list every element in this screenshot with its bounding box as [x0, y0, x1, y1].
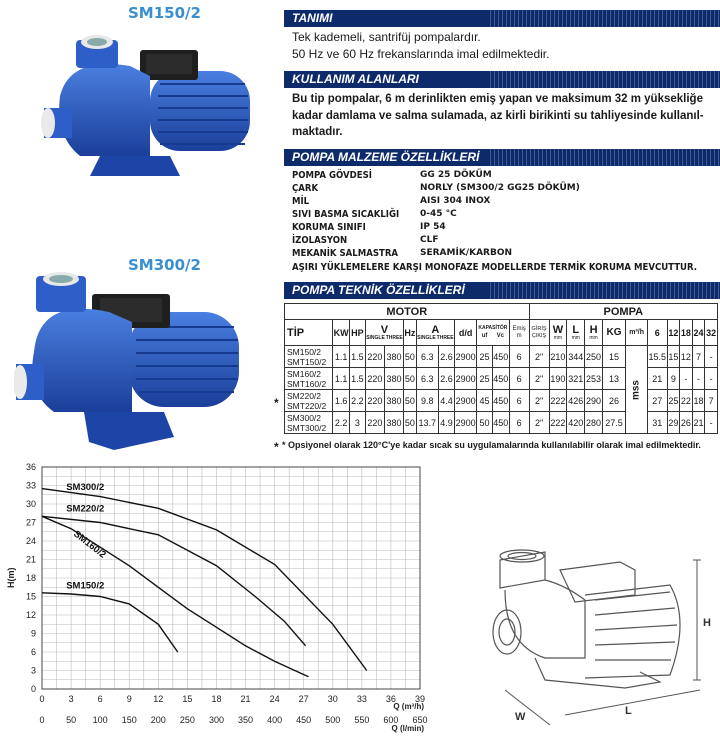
cell-v3: 380 — [384, 390, 403, 412]
y-tick-label: 0 — [30, 684, 36, 694]
cell-q: 22 — [680, 390, 693, 412]
material-value: 0-45 °C — [420, 209, 457, 219]
table-row — [285, 412, 718, 434]
y-tick-label: 30 — [25, 499, 36, 509]
cell-l: 420 — [567, 412, 585, 434]
option-star: * — [274, 396, 279, 410]
cell-kw: 1.1 — [333, 346, 350, 368]
col-m3h: m³/h — [626, 320, 648, 346]
kullanim-line: maktadır. — [292, 126, 343, 138]
cell-a1: 9.8 — [416, 390, 438, 412]
cell-v3: 380 — [384, 412, 403, 434]
kap-uf: uf — [481, 332, 488, 339]
kap-sub — [477, 331, 509, 341]
cell-hz: 50 — [404, 346, 417, 368]
col-hz: Hz — [404, 320, 417, 346]
tip-name: SMT160/2 — [287, 378, 327, 389]
cell-a3: 2.6 — [438, 346, 454, 368]
x-axis-label-m3h: Q (m³/h) — [393, 702, 424, 711]
series-label: SM150/2 — [66, 580, 105, 592]
emis-label: Emiş — [512, 325, 526, 332]
col-kg: KG — [602, 320, 625, 346]
x-tick-label-m3h: 9 — [126, 694, 132, 704]
dim-label-l: L — [625, 705, 632, 717]
cell-hp: 2.2 — [350, 390, 366, 412]
cell-dd: 2900 — [455, 368, 477, 390]
cell-q: - — [680, 368, 693, 390]
col-q6: 6 — [648, 320, 667, 346]
cell-q: - — [705, 368, 718, 390]
kap-vc: Vc — [496, 332, 505, 339]
y-tick-label: 18 — [25, 573, 36, 583]
table-row — [285, 346, 718, 368]
cell-q: 31 — [648, 412, 667, 434]
giris-label: GİRİŞ — [531, 325, 547, 332]
col-q32: 32 — [705, 320, 718, 346]
cell-l: 321 — [567, 368, 585, 390]
table-row — [285, 368, 718, 390]
x-tick-label-m3h: 18 — [211, 694, 222, 704]
cell-v3: 380 — [384, 346, 403, 368]
pompa-header: POMPA — [529, 304, 717, 320]
cell-l: 426 — [567, 390, 585, 412]
series-label: SM300/2 — [66, 481, 105, 493]
cell-emis: 6 — [509, 390, 529, 412]
cell-a1: 6.3 — [416, 368, 438, 390]
cell-a3: 4.4 — [438, 390, 454, 412]
cell-w: 222 — [549, 390, 567, 412]
cell-port: 2" — [529, 390, 549, 412]
tanimi-text — [292, 29, 712, 62]
x-tick-label-lmin: 250 — [179, 715, 195, 725]
y-tick-label: 9 — [30, 628, 36, 639]
model-label-middle: SM300/2 — [128, 256, 201, 274]
cell-hp: 1.5 — [350, 368, 366, 390]
material-value: AISI 304 INOX — [420, 196, 491, 206]
tip-name: SM300/2 — [287, 412, 322, 423]
cikis-label: ÇIKIŞ — [531, 332, 547, 339]
series-label: SM220/2 — [66, 503, 105, 515]
pump-photo-sm150 — [40, 26, 270, 196]
cell-q: 18 — [692, 390, 705, 412]
y-tick-label: 12 — [25, 610, 36, 620]
dim-label-w: W — [515, 711, 526, 723]
table-row — [285, 390, 718, 412]
cell-q: 15.5 — [648, 346, 667, 368]
y-tick-label: 36 — [25, 462, 36, 472]
cell-q: 21 — [692, 412, 705, 434]
y-tick-label: 3 — [30, 665, 36, 676]
row-tip — [285, 368, 333, 390]
cell-q: 15 — [667, 346, 680, 368]
col-kw: KW — [333, 320, 350, 346]
cell-dd: 2900 — [455, 346, 477, 368]
col-tip: TİP — [285, 320, 333, 346]
cell-w: 210 — [549, 346, 567, 368]
kap-label: KAPASİTÖR — [478, 324, 508, 331]
cell-hz: 50 — [404, 390, 417, 412]
footnote: * Opsiyonel olarak 120°C'ye kadar sıcak su uygulamalarında kullanılabilir olarak imal edilmektedir. — [282, 440, 701, 450]
x-tick-label-m3h: 0 — [39, 694, 45, 704]
cell-uf: 25 — [477, 368, 493, 390]
cell-a3: 2.6 — [438, 368, 454, 390]
kullanim-line: kadar damlama ve salma sulamada, az kirli birikinti su tahliyesinde kullanıl- — [292, 109, 704, 122]
cell-v1: 220 — [365, 390, 384, 412]
cell-kg: 15 — [602, 346, 625, 368]
mss-text: mss — [630, 379, 642, 400]
material-key: KORUMA SINIFI — [292, 222, 366, 233]
col-emis — [509, 320, 529, 346]
section-header-malzeme: POMPA MALZEME ÖZELLİKLERİ — [284, 149, 720, 166]
row-tip — [285, 346, 333, 368]
section-header-tanimi: TANIMI — [284, 10, 720, 27]
section-header-kullanim: KULLANIM ALANLARI — [284, 71, 720, 88]
spec-table — [284, 303, 718, 434]
x-tick-label-lmin: 450 — [296, 715, 312, 725]
x-tick-label-m3h: 33 — [356, 694, 367, 704]
x-tick-label-lmin: 50 — [66, 715, 77, 725]
x-tick-label-m3h: 12 — [153, 694, 164, 704]
cell-v3: 380 — [384, 368, 403, 390]
cell-q: 29 — [667, 412, 680, 434]
cell-w: 190 — [549, 368, 567, 390]
cell-kg: 26 — [602, 390, 625, 412]
col-kap — [477, 320, 510, 346]
col-dd: d/d — [455, 320, 477, 346]
spec-table-body — [285, 346, 718, 434]
y-tick-label: 6 — [30, 647, 36, 657]
emis-unit: m — [516, 332, 522, 339]
cell-vc: 450 — [492, 346, 509, 368]
cell-vc: 450 — [492, 390, 509, 412]
material-key: İZOLASYON — [292, 235, 348, 246]
cell-q: 21 — [648, 368, 667, 390]
col-q18: 18 — [680, 320, 693, 346]
cell-h: 290 — [585, 390, 603, 412]
x-tick-label-lmin: 0 — [39, 715, 45, 725]
row-tip — [285, 412, 333, 434]
cell-vc: 450 — [492, 368, 509, 390]
cell-uf: 45 — [477, 390, 493, 412]
material-key: MEKANİK SALMASTRA — [292, 248, 399, 259]
x-tick-label-lmin: 600 — [383, 715, 399, 725]
cell-v1: 220 — [365, 368, 384, 390]
cell-dd: 2900 — [455, 390, 477, 412]
x-tick-label-lmin: 100 — [92, 715, 108, 725]
kullanim-line: Bu tip pompalar, 6 m derinlikten emiş yapan ve maksimum 32 m yüksekliğe — [292, 93, 703, 105]
cell-q: - — [705, 412, 718, 434]
x-tick-label-lmin: 550 — [354, 715, 370, 725]
row-tip — [285, 390, 333, 412]
cell-uf: 50 — [477, 412, 493, 434]
cell-port: 2" — [529, 412, 549, 434]
w-unit: mm — [553, 334, 563, 341]
cell-w: 222 — [549, 412, 567, 434]
cell-port: 2" — [529, 368, 549, 390]
cell-port: 2" — [529, 346, 549, 368]
x-tick-label-m3h: 39 — [414, 694, 426, 704]
col-l — [567, 320, 585, 346]
x-tick-label-m3h: 6 — [97, 694, 103, 704]
x-tick-label-lmin: 400 — [267, 715, 283, 725]
material-key: ÇARK — [292, 183, 319, 194]
cell-hp: 1.5 — [350, 346, 366, 368]
cell-dd: 2900 — [455, 412, 477, 434]
cell-emis: 6 — [509, 368, 529, 390]
thermal-protection-note: AŞIRI YÜKLEMELERE KARŞI MONOFAZE MODELLERDE TERMİK KORUMA MEVCUTTUR. — [292, 262, 697, 273]
dim-label-h: H — [703, 617, 711, 629]
x-tick-label-lmin: 650 — [412, 715, 428, 725]
cell-kw: 1.6 — [333, 390, 350, 412]
x-tick-label-m3h: 27 — [298, 694, 309, 704]
x-axis-label-lmin: Q (l/min) — [391, 724, 424, 733]
cell-v1: 220 — [365, 346, 384, 368]
x-tick-label-m3h: 21 — [240, 694, 251, 704]
cell-uf: 25 — [477, 346, 493, 368]
x-tick-label-m3h: 24 — [269, 694, 280, 704]
col-q24: 24 — [692, 320, 705, 346]
x-tick-label-lmin: 350 — [238, 715, 254, 725]
y-axis-label: H(m) — [6, 567, 16, 588]
pump-photo-sm300 — [14, 272, 254, 452]
cell-h: 280 — [585, 412, 603, 434]
series-label: SM160/2 — [71, 528, 108, 561]
cell-vc: 450 — [492, 412, 509, 434]
h-label: H — [589, 323, 598, 336]
cell-a1: 13.7 — [416, 412, 438, 434]
material-value: IP 54 — [420, 222, 446, 232]
cell-emis: 6 — [509, 412, 529, 434]
col-q12: 12 — [667, 320, 680, 346]
y-tick-label: 33 — [25, 480, 36, 491]
col-v-sub — [366, 335, 403, 341]
cell-kw: 1.1 — [333, 368, 350, 390]
series-line-sm150-2 — [42, 593, 178, 652]
y-tick-label: 15 — [25, 591, 36, 602]
material-value: CLF — [420, 235, 439, 245]
tanimi-line: 50 Hz ve 60 Hz frekanslarında imal edilmektedir. — [292, 46, 550, 61]
cell-q: 25 — [667, 390, 680, 412]
col-w — [549, 320, 567, 346]
cell-q: 12 — [680, 346, 693, 368]
kullanim-text — [292, 91, 712, 141]
tip-name: SMT150/2 — [287, 356, 327, 367]
col-a — [416, 320, 454, 346]
cell-l: 344 — [567, 346, 585, 368]
cell-v1: 220 — [365, 412, 384, 434]
material-value: GG 25 DÖKÜM — [420, 170, 492, 180]
option-star: * — [274, 440, 279, 454]
cell-q: 7 — [705, 390, 718, 412]
cell-q: 7 — [692, 346, 705, 368]
tanimi-line: Tek kademeli, santrifüj pompalardır. — [292, 30, 481, 44]
col-h — [585, 320, 603, 346]
cell-a3: 4.9 — [438, 412, 454, 434]
material-value: SERAMİK/KARBON — [420, 248, 513, 258]
cell-emis: 6 — [509, 346, 529, 368]
v-single-label: SINGLE — [366, 334, 385, 341]
l-unit: mm — [571, 334, 580, 341]
x-tick-label-m3h: 15 — [182, 694, 193, 704]
cell-h: 250 — [585, 346, 603, 368]
tip-name: SM220/2 — [287, 390, 322, 401]
tip-name: SMT220/2 — [287, 400, 327, 411]
dimension-drawing — [475, 540, 720, 740]
h-unit: mm — [589, 334, 598, 341]
motor-header: MOTOR — [285, 304, 530, 320]
cell-a1: 6.3 — [416, 346, 438, 368]
cell-kg: 27.5 — [602, 412, 625, 434]
tip-name: SM160/2 — [287, 368, 322, 379]
cell-q: - — [705, 346, 718, 368]
x-tick-label-m3h: 30 — [327, 694, 338, 704]
a-single-label: SINGLE — [417, 334, 436, 341]
a-three-label: THREE — [436, 334, 454, 341]
tip-name: SMT300/2 — [287, 422, 327, 433]
v-three-label: THREE — [385, 334, 403, 341]
y-tick-label: 27 — [25, 517, 36, 528]
cell-hp: 3 — [350, 412, 366, 434]
cell-h: 253 — [585, 368, 603, 390]
y-tick-label: 24 — [25, 536, 36, 546]
cell-kw: 2.2 — [333, 412, 350, 434]
material-key: MİL — [292, 196, 310, 207]
x-tick-label-m3h: 36 — [385, 694, 396, 704]
cell-hz: 50 — [404, 368, 417, 390]
x-tick-label-lmin: 500 — [325, 715, 341, 725]
cell-q: 9 — [667, 368, 680, 390]
col-giris — [529, 320, 549, 346]
model-label-top: SM150/2 — [128, 4, 201, 22]
w-label: W — [552, 323, 564, 336]
section-header-teknik: POMPA TEKNİK ÖZELLİKLERİ — [284, 282, 720, 299]
mss-label — [626, 346, 648, 434]
material-key: SIVI BASMA SICAKLIĞI — [292, 209, 400, 220]
col-hp: HP — [350, 320, 366, 346]
x-tick-label-lmin: 200 — [150, 715, 166, 725]
y-tick-label: 21 — [25, 554, 36, 565]
cell-q: 27 — [648, 390, 667, 412]
cell-q: - — [692, 368, 705, 390]
x-tick-label-lmin: 300 — [208, 715, 224, 725]
cell-hz: 50 — [404, 412, 417, 434]
tip-name: SM150/2 — [287, 346, 322, 357]
col-v — [365, 320, 403, 346]
col-v-label: V — [380, 323, 389, 336]
performance-chart — [0, 455, 430, 745]
col-a-sub — [417, 335, 454, 341]
material-value: NORLY (SM300/2 GG25 DÖKÜM) — [420, 183, 580, 193]
l-label: L — [572, 323, 580, 336]
x-tick-label-m3h: 3 — [68, 694, 74, 704]
cell-kg: 13 — [602, 368, 625, 390]
material-key: POMPA GÖVDESİ — [292, 170, 372, 181]
col-a-label: A — [431, 323, 440, 336]
x-tick-label-lmin: 150 — [121, 715, 137, 725]
cell-q: 26 — [680, 412, 693, 434]
